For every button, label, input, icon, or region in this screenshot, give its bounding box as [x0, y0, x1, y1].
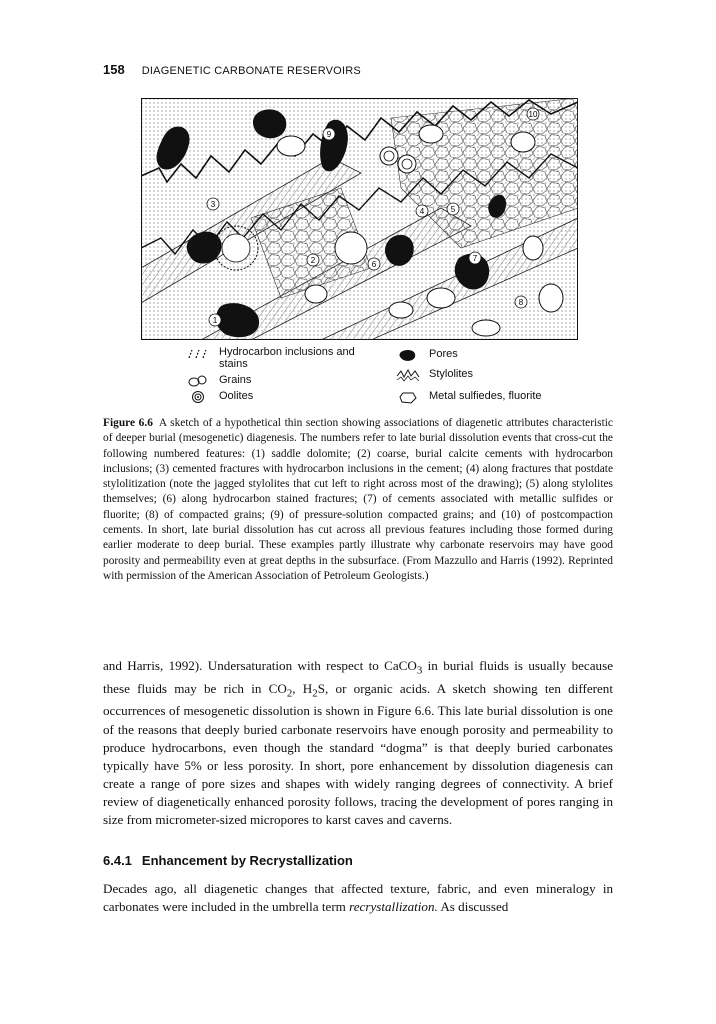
subscript: 2 — [286, 687, 293, 700]
body-text: , H — [292, 680, 313, 696]
section-heading — [103, 853, 353, 868]
caption-text: A sketch of a hypothetical thin section showing associations of diagenetic attributes characteristic of deeper burial (mesogenetic) diagenesis. The numbers refer to late burial dissolution events that cross-cut the following numbered features: (1) saddle dolomite; (2) coarse, burial calcite cements with hydrocarbon inclusions; (3) cemented fractures with hydrocarbon inclusions in the cement; (4) along fractures that postdate stylolitization (note the jagged stylolites that cut left to right across most of the drawing); (5) along stylolites themselves; (6) along hydrocarbon stained fractures; (7) of cements associated with metallic sulfides or fluorite; (8) of compacted grains; (9) of pressure-solution compacted grains; and (10) of postcompaction cements. In short, late burial dissolution has cut across all previous features including those formed during earlier moderate to deep burial. These examples partly illustrate why carbonate reservoirs may have good porosity and permeability even at great depths in the subsurface. (From Mazzullo and Harris (1992). Reprinted with permission of the American Association of Petroleum Geologists.) — [103, 417, 613, 582]
svg-text:6: 6 — [371, 260, 377, 269]
svg-text:2: 2 — [310, 256, 316, 265]
svg-text:7: 7 — [472, 254, 478, 263]
svg-text:4: 4 — [419, 207, 425, 216]
legend-item-metal-sulfides — [395, 390, 542, 404]
svg-text:10: 10 — [528, 110, 538, 119]
legend-label-grains: Grains — [219, 374, 252, 386]
svg-text:1: 1 — [212, 316, 218, 325]
legend-label-oolites: Oolites — [219, 390, 254, 402]
italic-term: recrystallization. — [349, 899, 438, 915]
legend-item-oolites — [185, 390, 253, 404]
figure-legend — [185, 346, 585, 406]
body-text: in burial fluids is usually because these fluids may be rich in CO — [103, 658, 614, 696]
grains-icon — [185, 374, 211, 388]
legend-item-stylolites — [395, 368, 473, 382]
body-paragraph-2 — [103, 880, 613, 916]
subscript: 2 — [312, 687, 318, 700]
svg-text:8: 8 — [518, 298, 524, 307]
section-title: Enhancement by Recrystallization — [141, 853, 353, 868]
svg-text:5: 5 — [450, 205, 456, 214]
thin-section-sketch — [141, 98, 578, 340]
svg-text:3: 3 — [210, 200, 216, 209]
body-text: S, or organic acids. A sketch showing ten different occurrences of mesogenetic dissolution is shown in Figure 6.6. This late burial dissolution is one of the reasons that deeply buried carbonate reservoirs have enough porosity and permeability to produce hydrocarbons, even though the standard “dogma” is that deeply buried carbonates typically have 5% or less porosity. In short, pore enhancement by dissolution diagenesis can create a range of pore sizes and shapes with widely ranging degrees of connectivity. A brief review of diagenetically enhanced porosity follows, tracing the development of pores ranging in size from micrometer-sized micropores to karst caves and caverns. — [103, 680, 613, 827]
page-number: 158 — [103, 62, 125, 77]
legend-label-pores: Pores — [429, 348, 458, 360]
legend-item-hydrocarbon — [185, 346, 359, 370]
body-text: As discussed — [437, 899, 509, 915]
body-paragraph-1 — [103, 657, 613, 829]
body-text: Decades ago, all diagenetic changes that affected texture, fabric, and even mineralogy in carbonates were included in the umbrella term — [103, 881, 613, 915]
metal-sulfide-icon — [395, 390, 421, 404]
legend-item-grains — [185, 374, 251, 388]
subscript: 3 — [416, 664, 423, 677]
running-title: DIAGENETIC CARBONATE RESERVOIRS — [141, 65, 361, 77]
legend-label-stylolites: Stylolites — [429, 368, 474, 380]
hydrocarbon-inclusion-icon — [185, 346, 211, 360]
pore-icon — [395, 348, 421, 362]
svg-text:9: 9 — [326, 130, 332, 139]
stylolite-icon — [395, 368, 421, 382]
body-text: and Harris, 1992). Undersaturation with respect to CaCO — [103, 658, 417, 673]
legend-item-pores — [395, 348, 458, 362]
figure-caption — [103, 416, 613, 584]
legend-label-metal-sulfides: Metal sulfiedes, fluorite — [429, 390, 542, 402]
oolite-icon — [185, 390, 211, 404]
figure-label: Figure 6.6 — [103, 417, 153, 429]
running-header — [103, 62, 361, 77]
section-number: 6.4.1 — [103, 853, 132, 868]
legend-label-hydrocarbon: Hydrocarbon inclusions and stains — [219, 346, 355, 370]
